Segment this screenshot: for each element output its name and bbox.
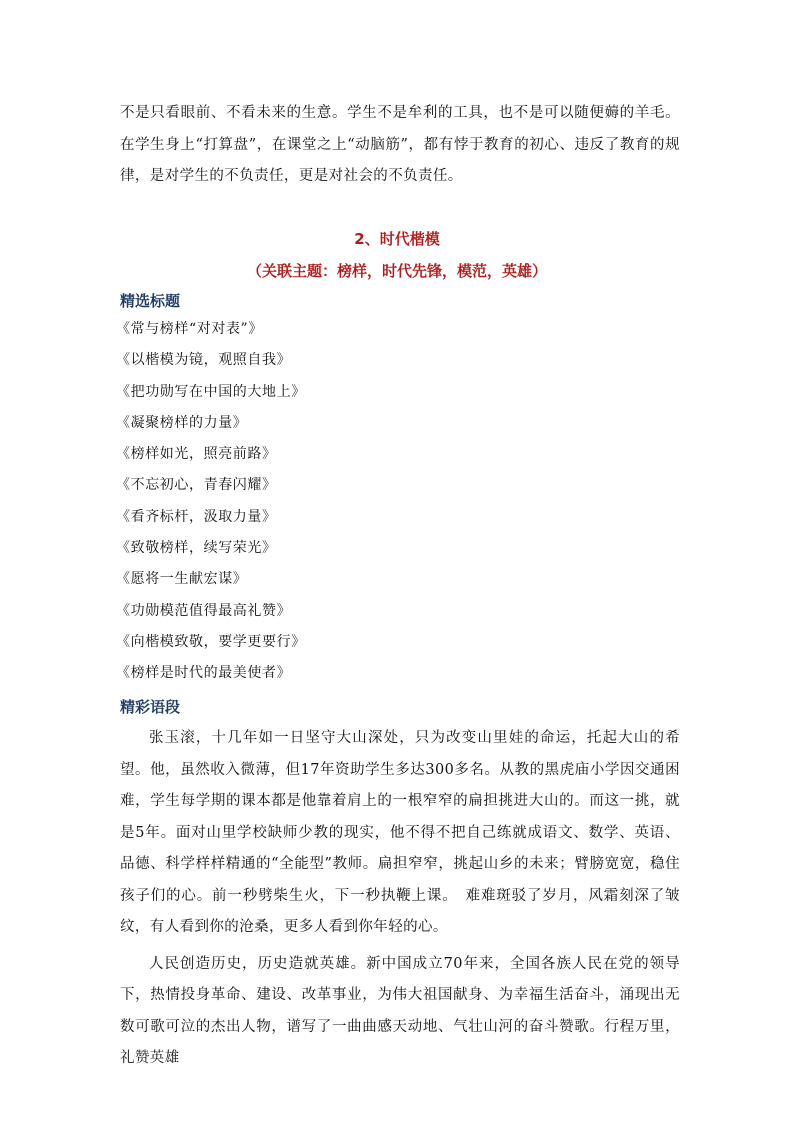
paragraphs-heading: 精彩语段	[120, 698, 181, 716]
list-item: 《常与榜样“对对表”》	[116, 321, 263, 337]
paragraphs-block	[120, 723, 680, 1080]
title-list	[116, 318, 306, 694]
list-item: 《向楷模致敬，要学更要行》	[116, 633, 306, 650]
section-title: 2、时代楷模	[354, 230, 440, 248]
list-item: 《把功勋写在中国的大地上》	[116, 383, 306, 400]
intro-paragraph: 不是只看眼前、不看未来的生意。学生不是牟利的工具，也不是可以随便薅的羊毛。在学生身上“打算盘”，在课堂之上“动脑筋”，都有悖于教育的初心、违反了教育的规律，是对学生的不负责任，更是对社会的不负责任。	[120, 105, 680, 184]
list-item: 《榜样是时代的最美使者》	[116, 665, 292, 682]
list-item: 《功勋模范值得最高礼赞》	[116, 602, 292, 619]
body-paragraph: 人民创造历史，历史造就英雄。新中国成立70年来，全国各族人民在党的领导下，热情投身革命、建设、改革事业，为伟大祖国献身、为幸福生活奋斗，涌现出无数可歌可泣的杰出人物，谱写了一曲曲感天动地、气壮山河的奋斗赞歌。行程万里，礼赞英雄	[120, 955, 680, 1066]
body-paragraph: 张玉滚，十几年如一日坚守大山深处，只为改变山里娃的命运，托起大山的希望。他，虽然收入微薄，但17年资助学生多达300多名。从教的黑虎庙小学因交通困难，学生每学期的课本都是他靠着肩上的一根窄窄的扁担挑进大山的。而这一挑，就是5年。面对山里学校缺师少教的现实，他不得不把自己练就成语文、数学、英语、品德、科学样样精通的“全能型”教师。扁担窄窄，挑起山乡的未来；臂膀宽宽，稳住孩子们的心。前一秒劈柴生火，下一秒执鞭上课。 难难斑驳了岁月，风霜刻深了皱纹，有人看到你的沧桑，更多人看到你年轻的心。	[120, 730, 680, 935]
list-item: 《榜样如光，照亮前路》	[116, 446, 277, 463]
list-item: 《以楷模为镜，观照自我》	[116, 352, 292, 369]
list-item: 《愿将一生献宏谋》	[116, 571, 248, 588]
intro-text	[120, 98, 680, 193]
section-subtitle: （关联主题：榜样，时代先锋，模范，英雄）	[246, 262, 547, 280]
list-item: 《凝聚榜样的力量》	[116, 414, 248, 431]
list-item: 《致敬榜样，续写荣光》	[116, 540, 277, 557]
titles-heading: 精选标题	[120, 292, 181, 310]
list-item: 《不忘初心，青春闪耀》	[116, 477, 277, 494]
list-item: 《看齐标杆，汲取力量》	[116, 508, 277, 525]
